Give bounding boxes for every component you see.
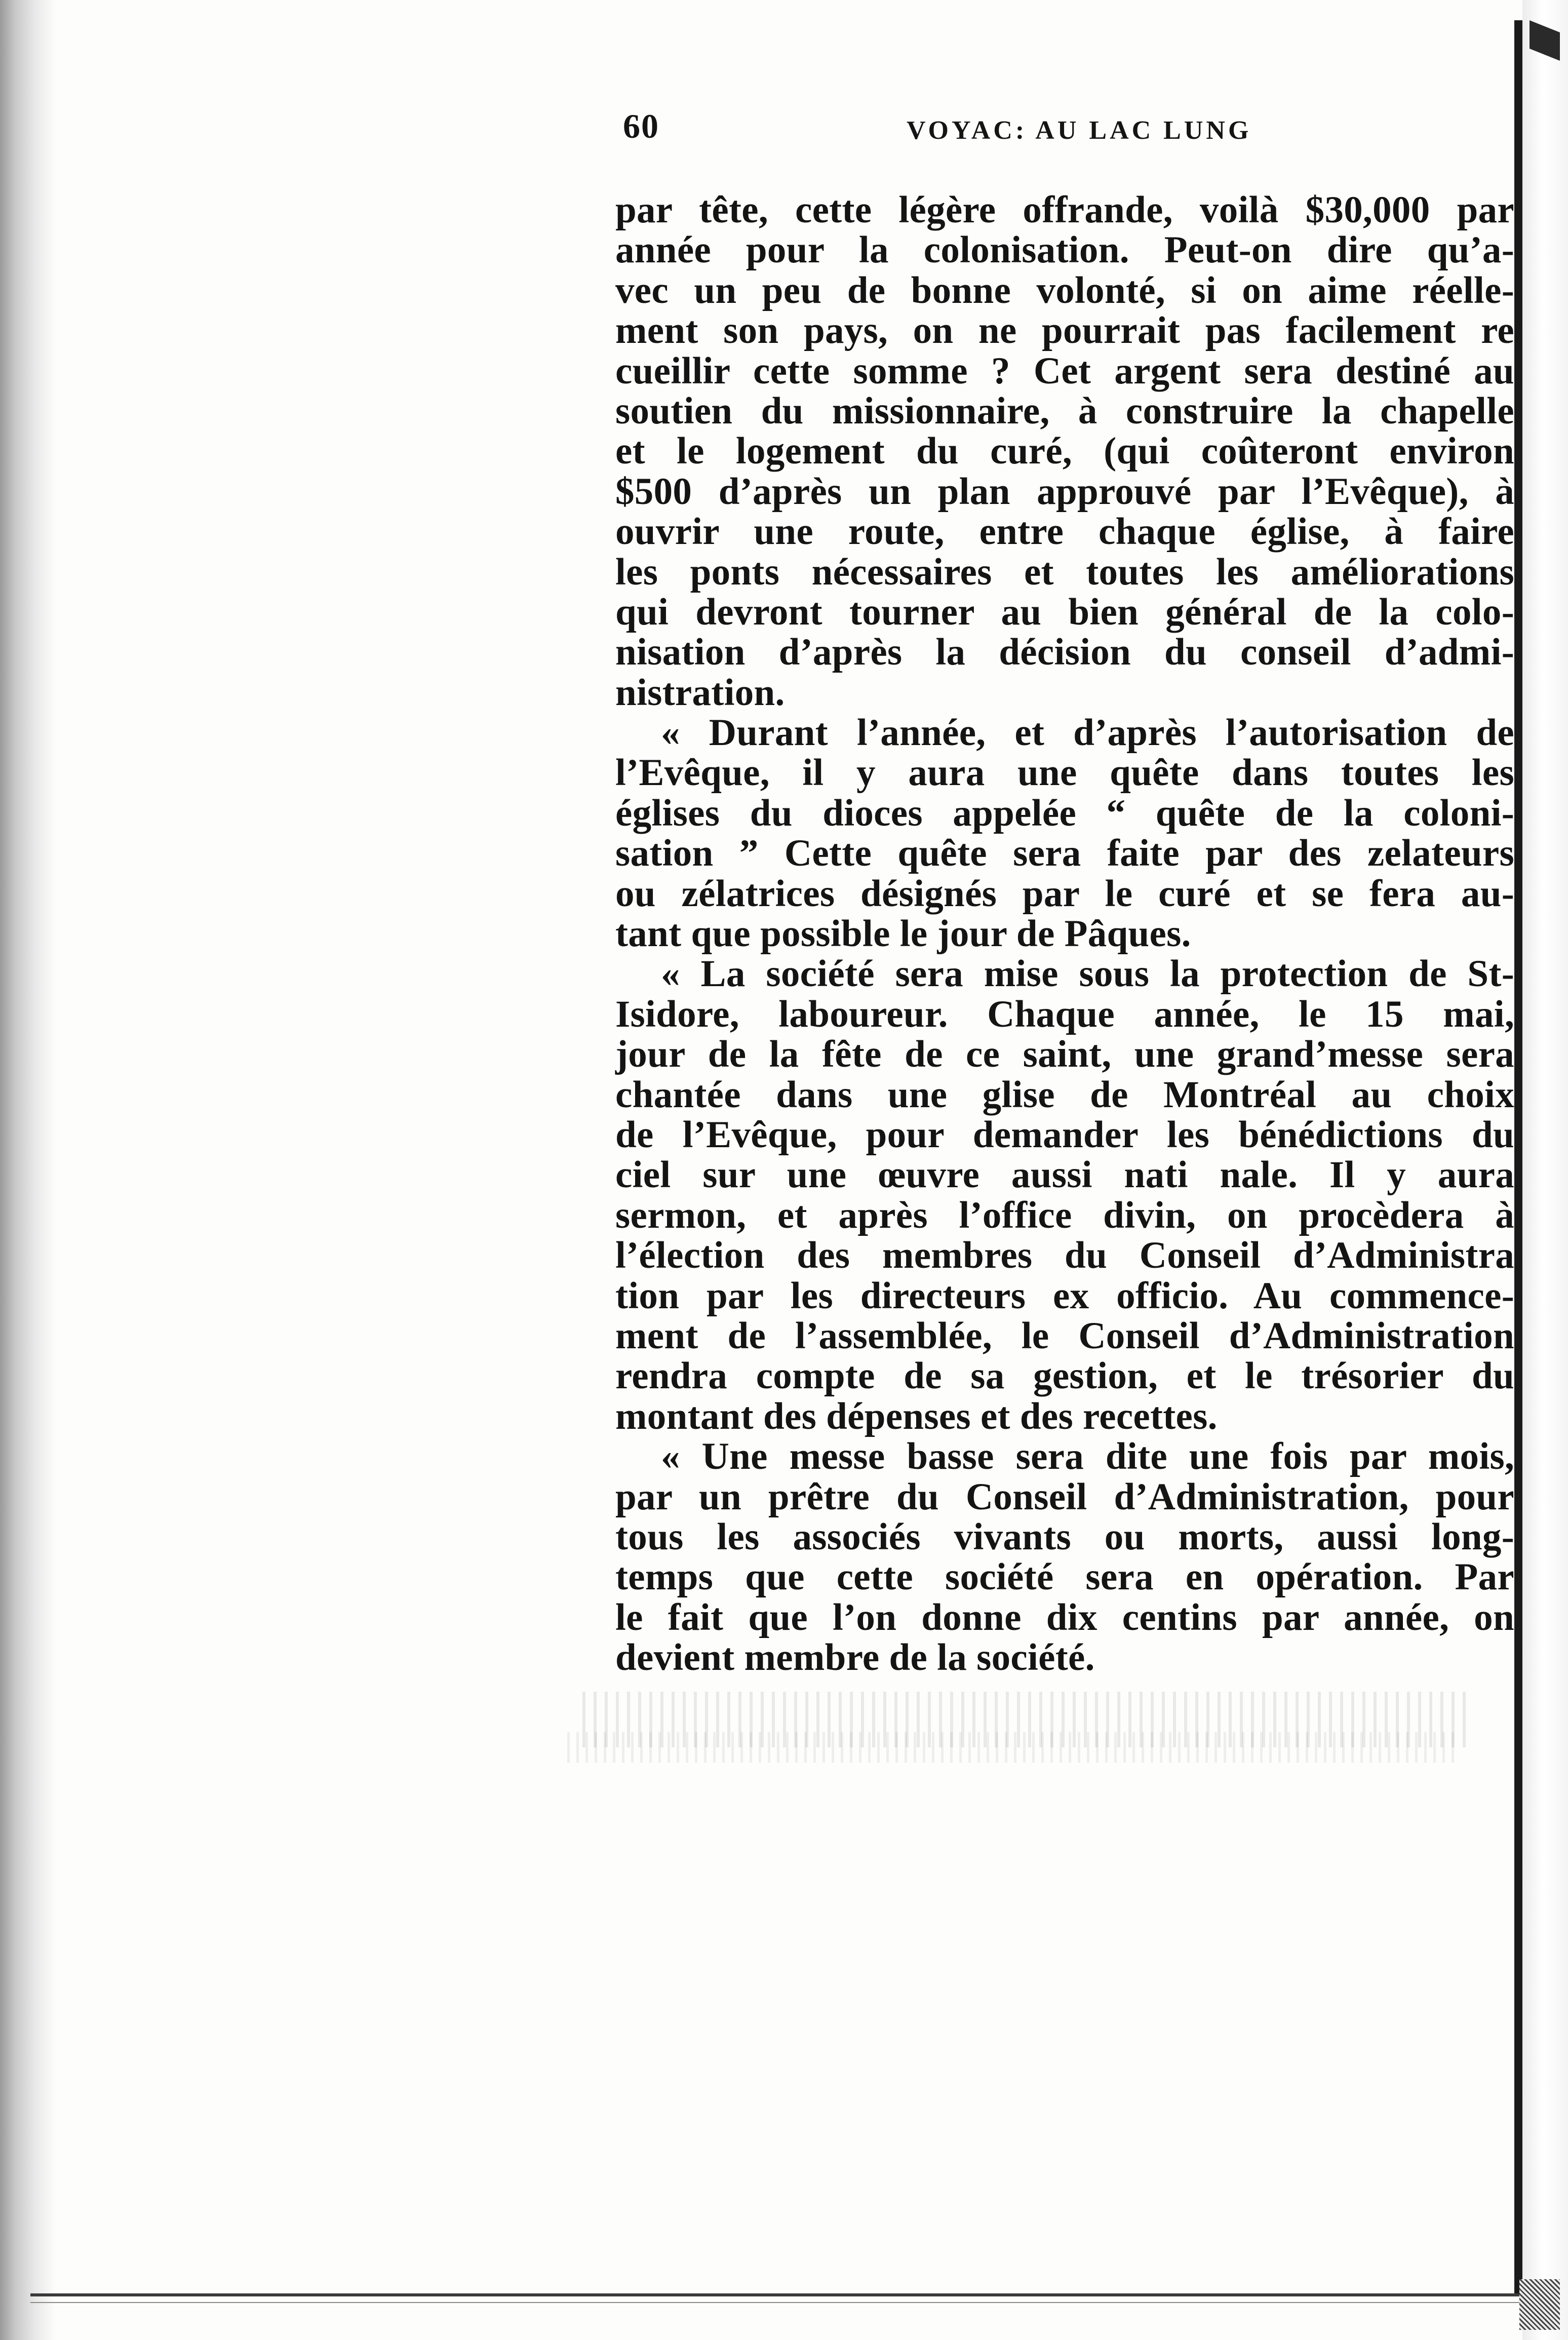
text-line: nisation d’après la décision du conseil d’admi- <box>615 631 1514 674</box>
paragraph-start: « Durant l’année, et d’après l’autorisation de <box>661 712 1514 754</box>
paragraph-start: « La société sera mise sous la protection de St- <box>661 953 1514 995</box>
text-line: tous les associés vivants ou morts, aussi long- <box>615 1515 1514 1558</box>
text-line: soutien du missionnaire, à construire la chapelle <box>615 389 1514 432</box>
text-line: vec un peu de bonne volonté, si on aime réelle- <box>615 269 1514 311</box>
text-line: églises du dioces appelée “ quête de la coloni- <box>615 792 1514 834</box>
text-line: les ponts nécessaires et toutes les améliorations <box>615 551 1514 593</box>
page-edge-outer <box>1522 0 1568 2340</box>
text-line: sation ” Cette quête sera faite par des zelateurs <box>615 832 1514 875</box>
bottom-rule-thin <box>30 2302 1524 2303</box>
running-head <box>623 106 1312 152</box>
text-line: ouvrir une route, entre chaque église, à faire <box>615 511 1514 553</box>
text-line: ou zélatrices désignés par le curé et se fera au- <box>615 872 1514 915</box>
text-line: année pour la colonisation. Peut-on dire qu’a- <box>615 229 1514 271</box>
text-line: $500 d’après un plan approuvé par l’Evêque), à <box>615 470 1514 513</box>
text-line: chantée dans une glise de Montréal au choix <box>615 1073 1514 1116</box>
text-line: nistration. <box>615 671 785 714</box>
text-line: et le logement du curé, (qui coûteront environ <box>615 430 1514 473</box>
text-line: cueillir cette somme ? Cet argent sera destiné au <box>615 349 1514 392</box>
text-line: sermon, et après l’office divin, on procèdera à <box>615 1194 1514 1236</box>
text-line: Isidore, laboureur. Chaque année, le 15 mai, <box>615 993 1514 1035</box>
bleed-through-trace <box>567 1732 1459 1763</box>
text-line: tant que possible le jour de Pâques. <box>615 913 1191 955</box>
page-number: 60 <box>623 107 659 145</box>
text-line: ment de l’assemblée, le Conseil d’Administration <box>615 1314 1514 1357</box>
text-line: par tête, cette légère offrande, voilà $30,000 par <box>615 189 1514 231</box>
page-edge-border <box>1514 20 1522 2294</box>
text-line: temps que cette société sera en opération. Par <box>615 1556 1514 1598</box>
running-title: VOYAC: AU LAC LUNG <box>907 116 1252 145</box>
text-line: l’Evêque, il y aura une quête dans toutes les <box>615 752 1514 794</box>
text-line: tion par les directeurs ex officio. Au commence- <box>615 1274 1514 1317</box>
binding-shadow <box>0 0 56 2340</box>
body-text <box>615 190 1514 1678</box>
text-line: rendra compte de sa gestion, et le trésorier du <box>615 1355 1514 1397</box>
text-line: le fait que l’on donne dix centins par année, on <box>615 1596 1514 1639</box>
text-line: qui devront tourner au bien général de la colo- <box>615 591 1514 633</box>
text-line: ment son pays, on ne pourrait pas facilement re <box>615 309 1514 352</box>
text-line: ciel sur une œuvre aussi nati nale. Il y aura <box>615 1154 1514 1196</box>
scan-noise-mark <box>1519 2279 1560 2330</box>
text-line: devient membre de la société. <box>615 1636 1095 1679</box>
text-line: l’élection des membres du Conseil d’Administra <box>615 1234 1514 1277</box>
text-line: de l’Evêque, pour demander les bénédictions du <box>615 1113 1514 1156</box>
text-line: par un prêtre du Conseil d’Administration, pour <box>615 1475 1514 1518</box>
text-line: jour de la fête de ce saint, une grand’messe sera <box>615 1033 1514 1076</box>
bottom-rule <box>30 2293 1524 2296</box>
paragraph-start: « Une messe basse sera dite une fois par mois, <box>661 1435 1514 1478</box>
text-line: montant des dépenses et des recettes. <box>615 1395 1218 1437</box>
